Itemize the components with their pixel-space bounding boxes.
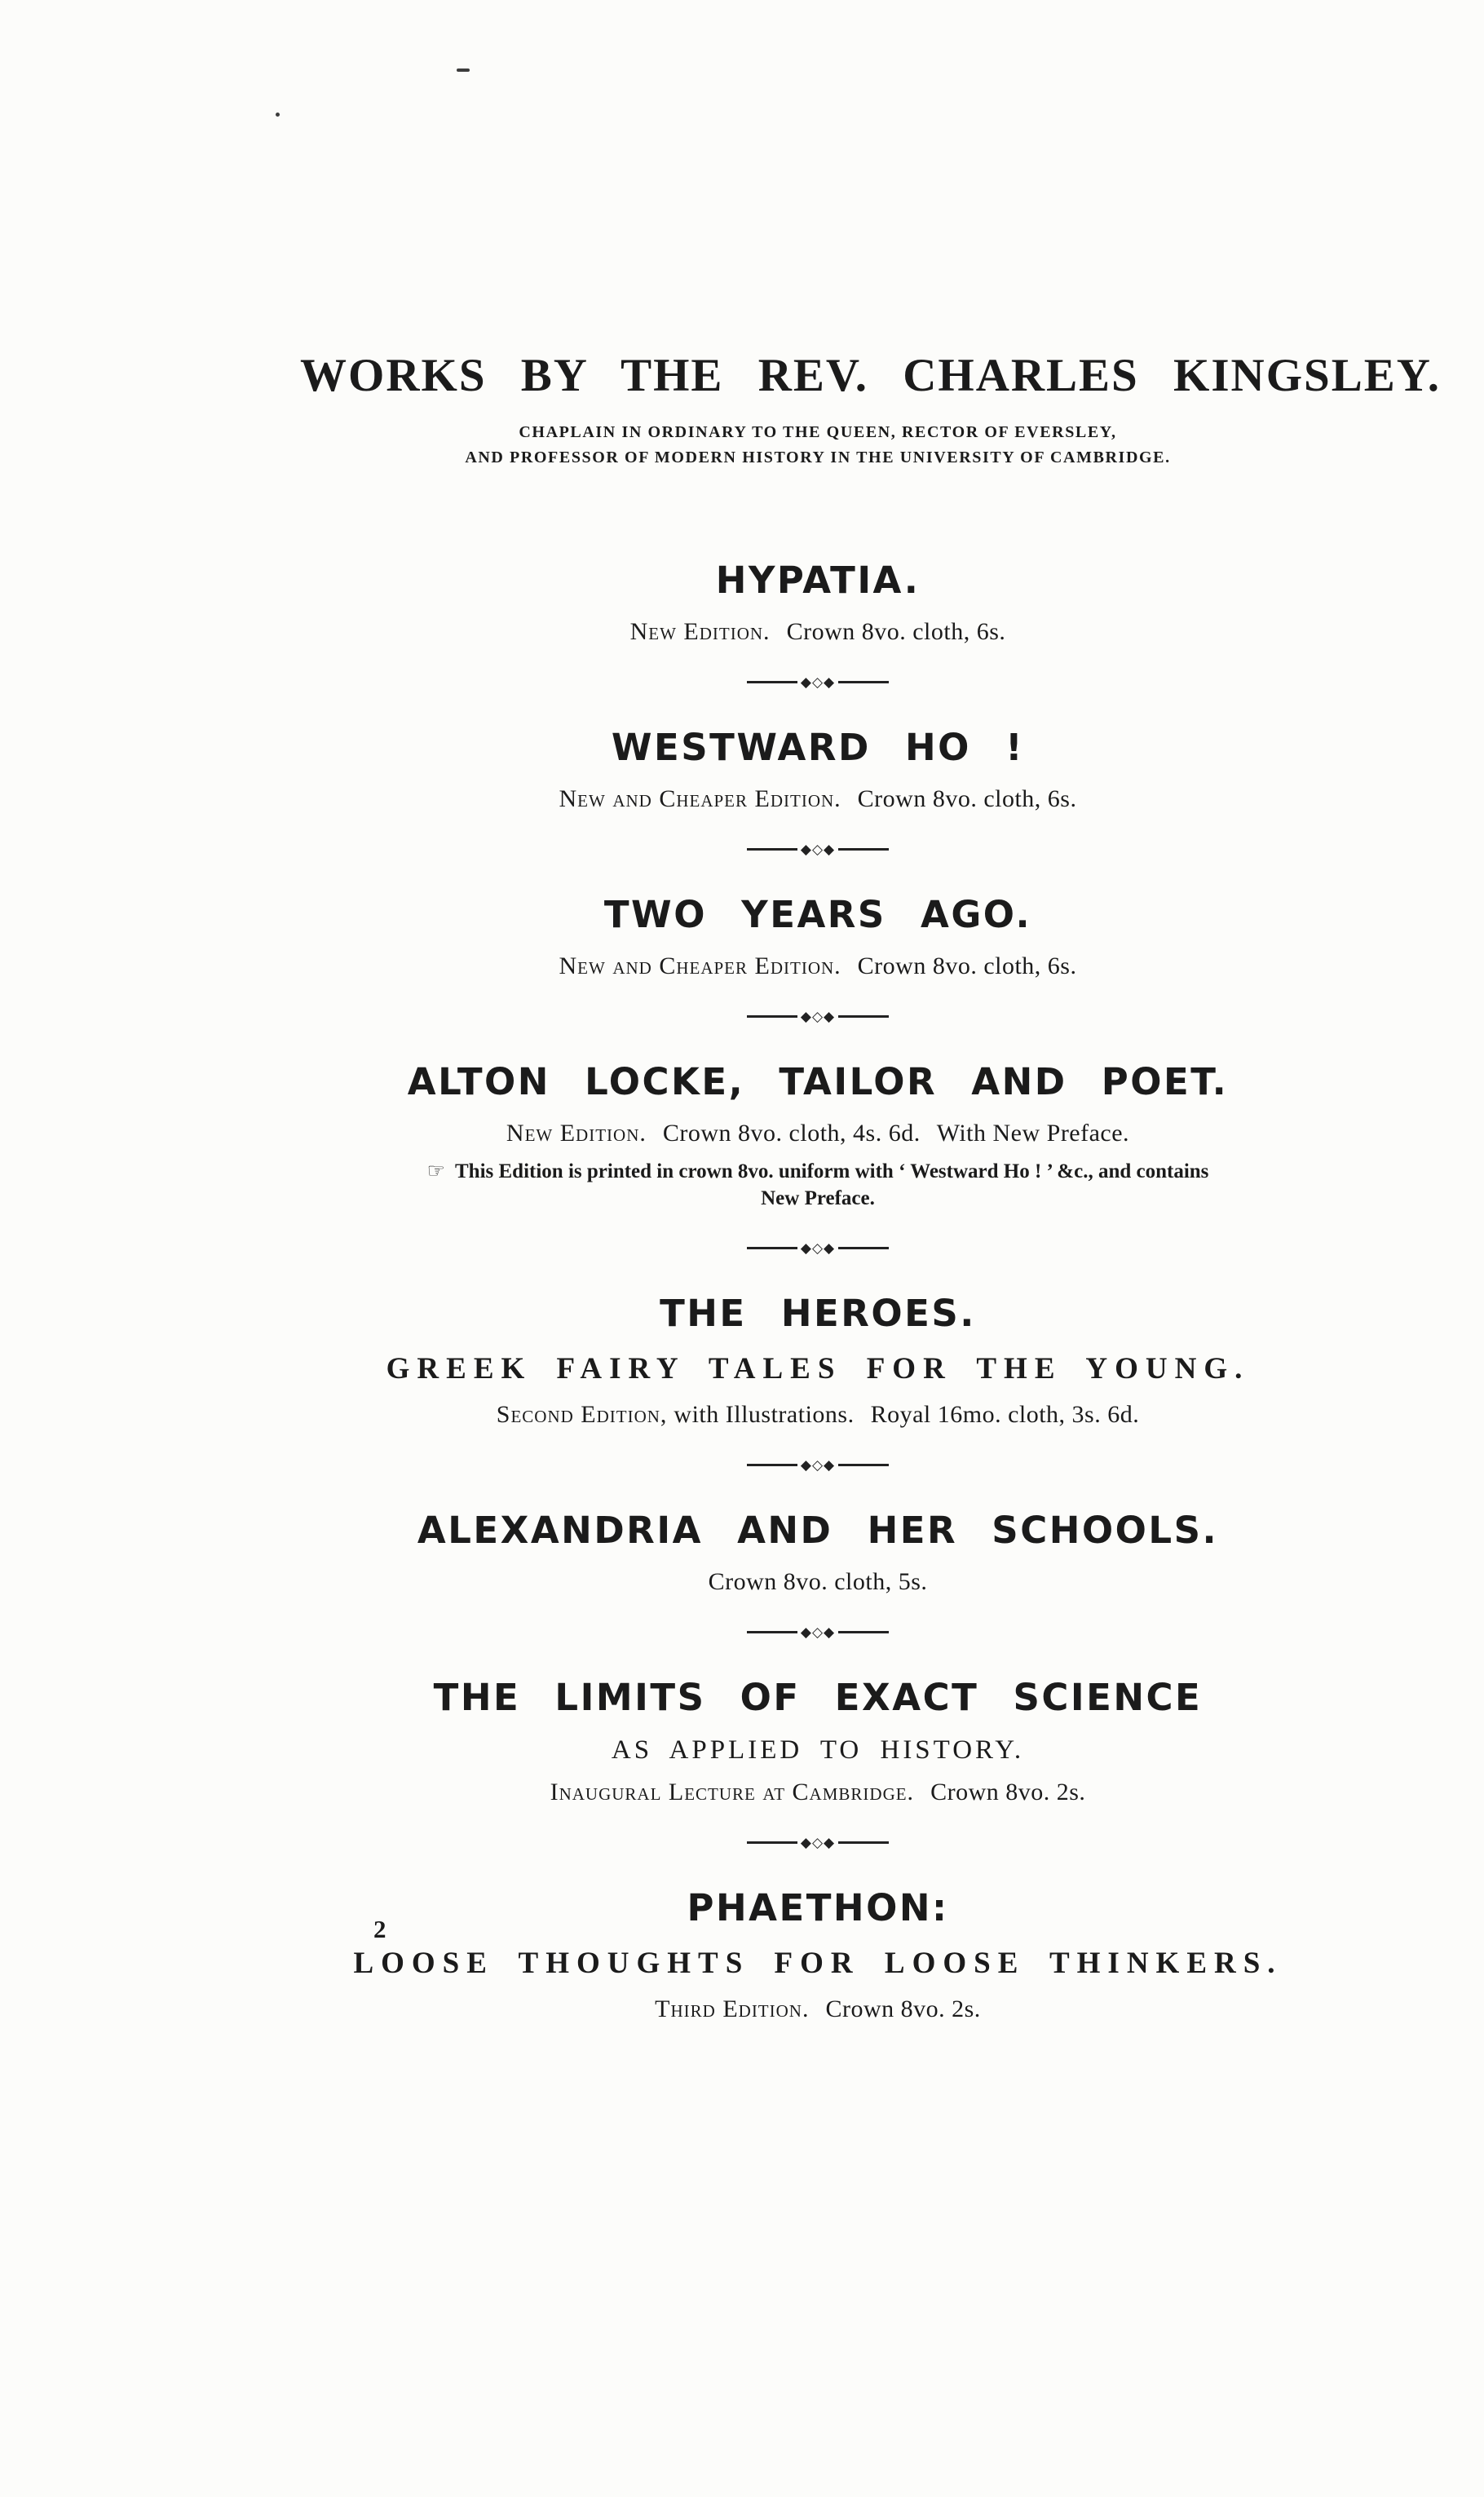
book-subtitle: AS APPLIED TO HISTORY. [611, 1735, 1025, 1765]
manicule-icon: ☞ [426, 1160, 445, 1182]
divider-rule [838, 1015, 889, 1018]
divider-rule [747, 1247, 797, 1249]
book-subtitle: LOOSE THOUGHTS FOR LOOSE THINKERS. [353, 1947, 1283, 1980]
divider-ornament-icon: ◆◇◆ [800, 841, 836, 857]
divider-ornament-icon: ◆◇◆ [800, 1240, 836, 1256]
book-entry-the-heroes [300, 1292, 1336, 1429]
edition-note-line1: This Edition is printed in crown 8vo. uniform with ‘ Westward Ho ! ’ &c., and contains [455, 1160, 1209, 1182]
book-edition-line [300, 1995, 1336, 2023]
book-entry-two-years-ago [300, 893, 1336, 980]
book-title: HYPATIA. [715, 559, 921, 602]
format-detail: Crown 8vo. cloth, 6s. [857, 952, 1077, 979]
book-advert-page [300, 349, 1441, 2023]
format-detail: Crown 8vo. cloth, 6s. [857, 785, 1077, 812]
book-edition-line [300, 1401, 1336, 1429]
divider-rule [747, 1464, 797, 1466]
edition-label: New and Cheaper Edition. [559, 952, 841, 979]
divider-ornament-icon: ◆◇◆ [800, 674, 836, 690]
book-title: THE LIMITS OF EXACT SCIENCE [433, 1676, 1203, 1719]
edition-label: New and Cheaper Edition. [559, 785, 841, 812]
edition-label: New Edition. [629, 618, 771, 645]
divider-rule [747, 1841, 797, 1844]
edition-note-line2: New Preface. [761, 1187, 875, 1209]
page-number: 2 [373, 1915, 386, 1943]
author-byline-line1: CHAPLAIN IN ORDINARY TO THE QUEEN, RECTOR OF EVERSLEY, [519, 423, 1117, 441]
format-detail: Crown 8vo. cloth, 4s. 6d. [662, 1120, 921, 1147]
divider-rule [747, 1015, 797, 1018]
book-edition-line [300, 618, 1336, 646]
divider-rule [838, 1247, 889, 1249]
divider-rule [747, 1631, 797, 1633]
divider-rule [747, 681, 797, 683]
book-edition-line [300, 1779, 1336, 1806]
section-divider [300, 1240, 1336, 1256]
edition-extra: with Illustrations. [674, 1401, 855, 1428]
book-title: ALTON LOCKE, TAILOR AND POET. [407, 1060, 1229, 1103]
format-detail: Crown 8vo. 2s. [825, 1995, 981, 2022]
book-title: PHAETHON: [687, 1886, 949, 1929]
format-detail: Royal 16mo. cloth, 3s. 6d. [870, 1401, 1140, 1428]
section-divider [300, 1456, 1336, 1473]
format-detail: Crown 8vo. cloth, 6s. [786, 618, 1006, 645]
divider-ornament-icon: ◆◇◆ [800, 1456, 836, 1473]
book-title: WESTWARD HO ! [611, 726, 1025, 769]
divider-ornament-icon: ◆◇◆ [800, 1624, 836, 1640]
divider-rule [838, 1631, 889, 1633]
divider-rule [838, 848, 889, 851]
scan-artifact-dot [276, 113, 280, 117]
scan-artifact-dash [457, 69, 470, 72]
divider-rule [747, 848, 797, 851]
author-byline-line2: AND PROFESSOR OF MODERN HISTORY IN THE UNIVERSITY OF CAMBRIDGE. [465, 449, 1171, 466]
book-entry-westward-ho [300, 726, 1336, 813]
book-entry-phaethon [300, 1886, 1336, 2023]
book-subtitle: GREEK FAIRY TALES FOR THE YOUNG. [386, 1352, 1250, 1386]
divider-ornament-icon: ◆◇◆ [800, 1008, 836, 1024]
section-divider [300, 1624, 1336, 1640]
divider-rule [838, 1841, 889, 1844]
edition-note [300, 1159, 1336, 1212]
section-divider [300, 1008, 1336, 1024]
divider-rule [838, 681, 889, 683]
book-entry-alton-locke [300, 1060, 1336, 1212]
edition-label: Third Edition. [655, 1995, 810, 2022]
divider-ornament-icon: ◆◇◆ [800, 1834, 836, 1850]
preface-detail: With New Preface. [936, 1120, 1130, 1147]
section-divider [300, 1834, 1336, 1850]
page-title: WORKS BY THE REV. CHARLES KINGSLEY. [300, 350, 1441, 401]
edition-label: New Edition. [506, 1120, 647, 1147]
section-divider [300, 674, 1336, 690]
format-detail: Crown 8vo. cloth, 5s. [708, 1568, 928, 1595]
book-entry-alexandria [300, 1509, 1336, 1596]
section-divider [300, 841, 1336, 857]
book-edition-line [300, 952, 1336, 980]
edition-label: Inaugural Lecture at Cambridge. [550, 1779, 915, 1805]
book-entry-hypatia [300, 559, 1336, 646]
book-edition-line [300, 785, 1336, 813]
divider-rule [838, 1464, 889, 1466]
book-edition-line [300, 1120, 1336, 1147]
book-title: TWO YEARS AGO. [603, 893, 1032, 936]
format-detail: Crown 8vo. 2s. [930, 1779, 1086, 1805]
edition-label: Second Edition, [496, 1401, 668, 1428]
book-entry-limits-of-exact-science [300, 1676, 1336, 1806]
book-title: THE HEROES. [660, 1292, 976, 1335]
book-edition-line [300, 1568, 1336, 1596]
book-title: ALEXANDRIA AND HER SCHOOLS. [417, 1509, 1219, 1552]
